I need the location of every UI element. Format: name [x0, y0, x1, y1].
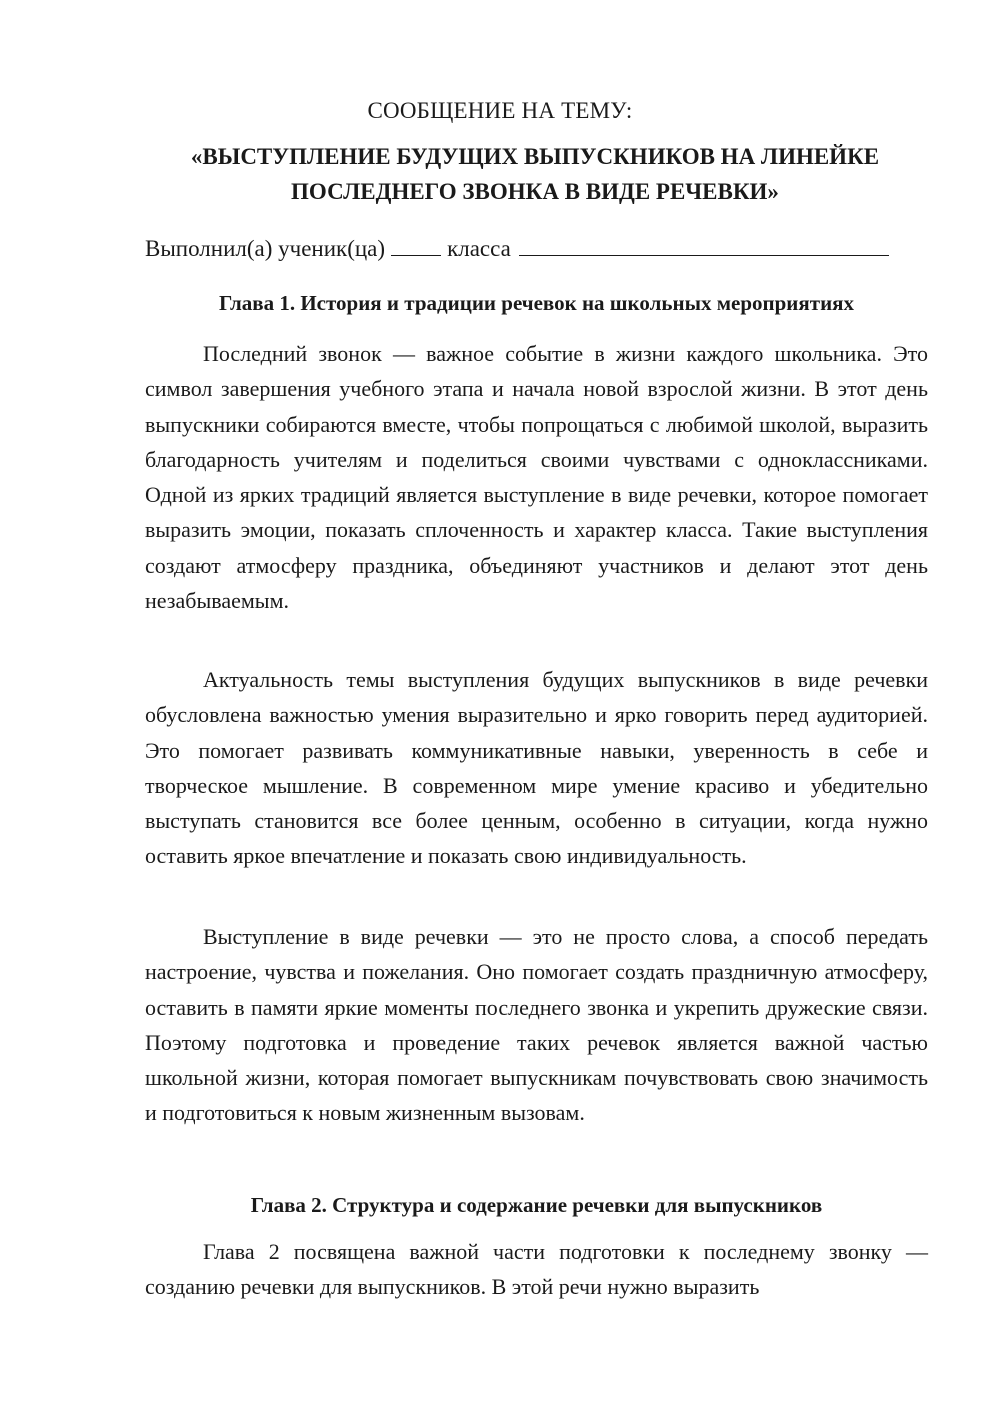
- performed-by-label: Выполнил(а) ученик(ца): [145, 236, 386, 261]
- document-subtitle: СООБЩЕНИЕ НА ТЕМУ:: [367, 98, 633, 123]
- paragraph-chapter2-1: Глава 2 посвящена важной части подготовки к последнему звонку — созданию речевки для выпускников. В этой речи нужно выразить: [145, 1239, 928, 1300]
- paragraph-chapter1-1: Последний звонок — важное событие в жизни каждого школьника. Это символ завершения учебного этапа и начала новой взрослой жизни. В этот день выпускники собираются вместе, чтобы попрощаться с любимой школой, выразить благодарность учителям и поделиться своими чувствами с одноклассниками. Одной из ярких традиций является выступление в виде речевки, которое помогает выразить эмоции, показать сплоченность и характер класса. Такие выступления создают атмосферу праздника, объединяют участников и делают этот день незабываемым.: [145, 341, 928, 614]
- chapter-1-heading: Глава 1. История и традиции речевок на школьных мероприятиях: [218, 291, 855, 315]
- chapter-2-heading: Глава 2. Структура и содержание речевки для выпускников: [250, 1193, 823, 1217]
- student-name-blank: [519, 233, 889, 256]
- class-label: класса: [447, 236, 511, 261]
- student-info-line: [145, 233, 889, 264]
- document-title: «ВЫСТУПЛЕНИЕ БУДУЩИХ ВЫПУСКНИКОВ НА ЛИНЕЙКЕ ПОСЛЕДНЕГО ЗВОНКА В ВИДЕ РЕЧЕВКИ»: [190, 144, 880, 204]
- paragraph-chapter1-2: Актуальность темы выступления будущих выпускников в виде речевки обусловлена важностью умения выразительно и ярко говорить перед аудиторией. Это помогает развивать коммуникативные навыки, уверенность в себе и творческое мышление. В современном мире умение красиво и убедительно выступать становится все более ценным, особенно в ситуации, когда нужно оставить яркое впечатление и показать свою индивидуальность.: [145, 667, 928, 869]
- paragraph-chapter1-3: Выступление в виде речевки — это не просто слова, а способ передать настроение, чувства и пожелания. Оно помогает создать праздничную атмосферу, оставить в памяти яркие моменты последнего звонка и укрепить дружеские связи. Поэтому подготовка и проведение таких речевок является важной частью школьной жизни, которая помогает выпускникам почувствовать свою значимость и подготовиться к новым жизненным вызовам.: [145, 924, 928, 1126]
- class-number-blank: [391, 233, 441, 256]
